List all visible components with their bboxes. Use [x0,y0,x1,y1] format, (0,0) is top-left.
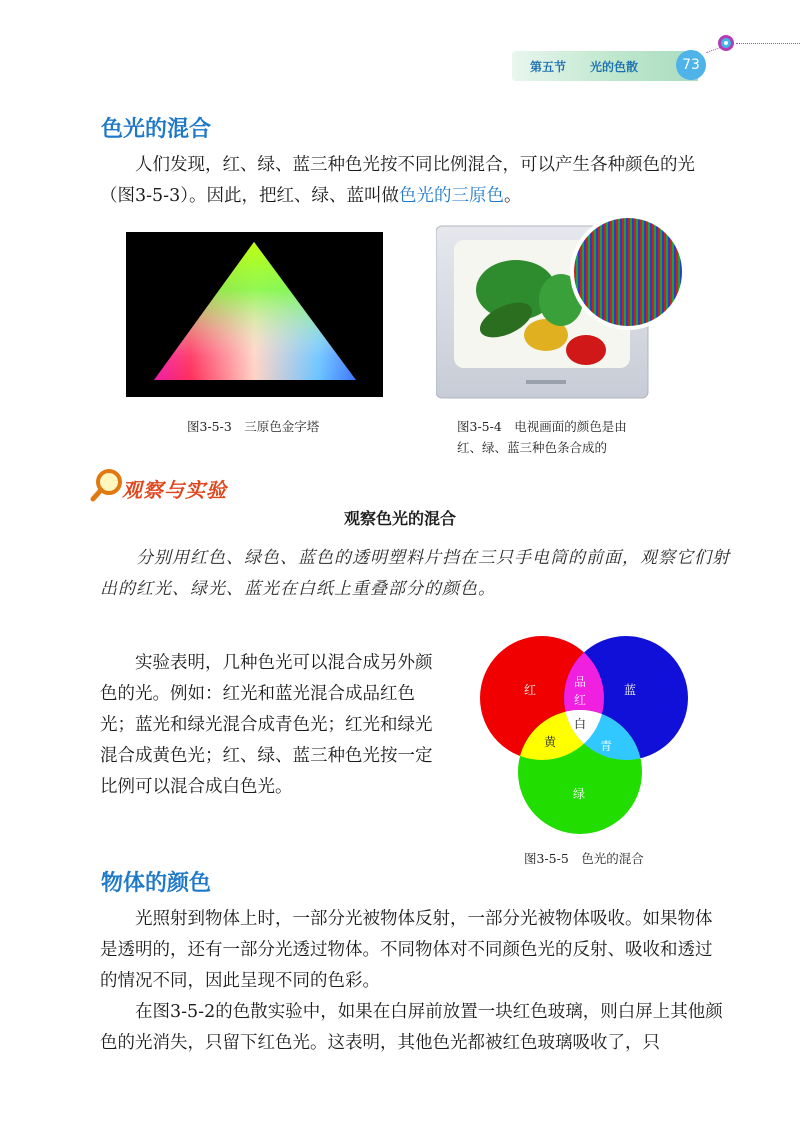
header-dotted-line [736,43,800,44]
observation-experiment-badge: 观察与实验 [122,478,227,502]
label-cyan: 青 [600,739,613,753]
tv-screen-figure [436,210,686,402]
intro-text: 人们发现，红、绿、蓝三种色光按不同比例混合，可以产生各种颜色的光（图3-5-3）。因此，把红、绿、蓝叫做 [100,155,695,206]
intro-text-end: 。 [503,186,522,206]
header-section: 第五节 [530,60,567,74]
rgb-pyramid-figure [126,232,383,397]
fig-3-5-4-caption [457,416,627,458]
label-green: 绿 [573,787,586,801]
page-number: 73 [676,50,706,80]
fig-3-5-5-caption: 图3-5-5 色光的混合 [524,851,644,866]
header-ring-ornament [718,35,734,51]
fig-3-5-3-caption: 图3-5-3 三原色金字塔 [187,419,320,434]
intro-paragraph [100,150,726,212]
label-red: 红 [524,683,537,697]
object-color-paragraph-2: 在图3-5-2的色散实验中，如果在白屏前放置一块红色玻璃，则白屏上其他颜色的光消失，只留下红色光。这表明，其他色光都被红色玻璃吸收了，只 [100,1002,723,1053]
magnifier-icon [90,468,124,502]
label-white: 白 [574,717,587,731]
primary-colors-term: 色光的三原色 [398,186,504,206]
magnified-color-stripes [572,216,684,328]
color-mixing-venn [476,632,692,848]
label-magenta-2: 红 [574,693,587,707]
label-blue: 蓝 [624,683,637,697]
experiment-title: 观察色光的混合 [343,509,456,528]
fig-3-5-4-caption-line1: 图3-5-4 电视画面的颜色是由 [457,419,627,434]
label-magenta-1: 品 [574,675,587,689]
object-color-paragraph-1: 光照射到物体上时，一部分光被物体反射，一部分光被物体吸收。如果物体是透明的，还有一部分光透过物体。不同物体对不同颜色光的反射、吸收和透过的情况不同，因此呈现不同的色彩。 [100,909,713,991]
label-yellow: 黄 [544,735,557,749]
running-header [512,51,698,81]
section-title-color-mixing: 色光的混合 [101,117,212,142]
experiment-text: 分别用红色、绿色、蓝色的透明塑料片挡在三只手电筒的前面，观察它们射出的红光、绿光、蓝光在白纸上重叠部分的颜色。 [100,548,730,599]
fig-3-5-4-caption-line2: 红、绿、蓝三种色条合成的 [457,440,608,455]
section-title-object-color: 物体的颜色 [101,871,212,896]
tv-logo-strip [526,380,566,384]
header-title: 光的色散 [590,60,639,74]
red-pepper [566,335,606,365]
experiment-result-paragraph: 实验表明，几种色光可以混合成另外颜色的光。例如：红光和蓝光混合成品红色光；蓝光和绿光混合成青色光；红光和绿光混合成黄色光；红、绿、蓝三种色光按一定比例可以混合成白色光。 [100,653,433,797]
